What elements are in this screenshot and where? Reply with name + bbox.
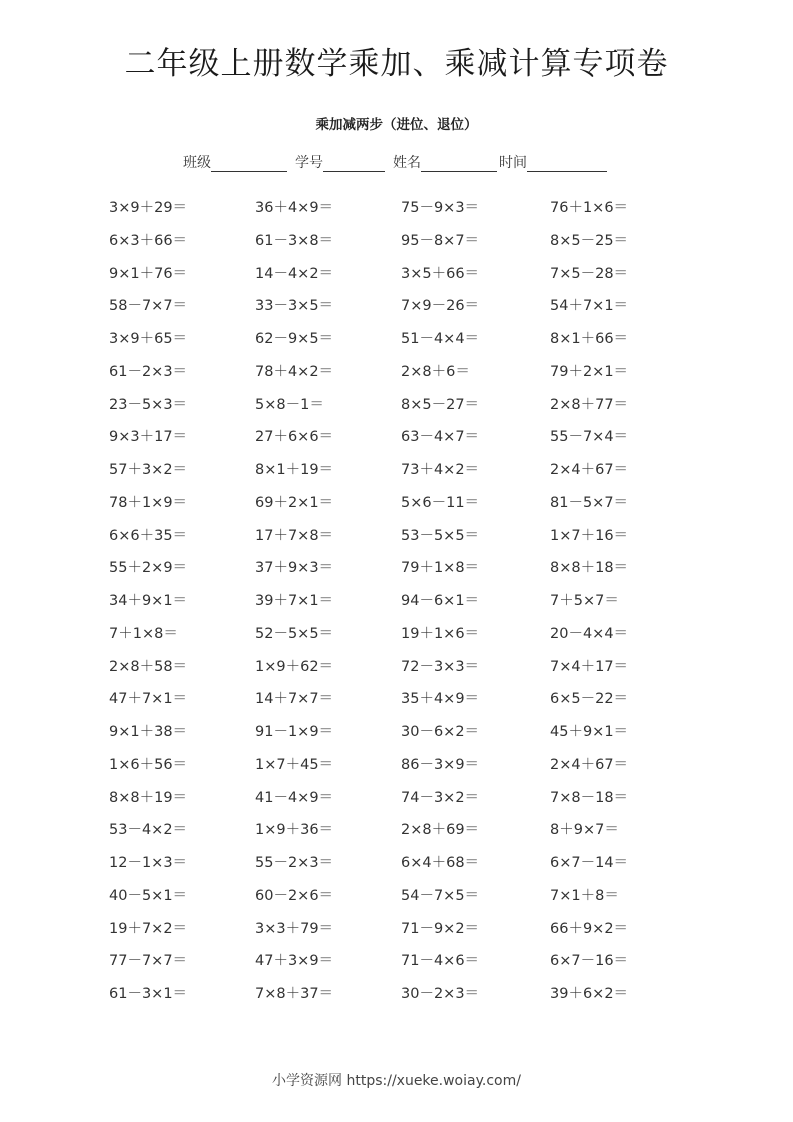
math-problem: 55－7×4＝ [550,429,629,446]
math-problem: 6×7－16＝ [550,953,629,970]
math-problem: 27＋6×6＝ [255,429,334,446]
name-label: 姓名 [393,155,421,171]
math-problem: 54－7×5＝ [401,887,480,904]
math-problem: 53－5×5＝ [401,527,480,544]
math-problem: 1×7＋45＝ [255,756,334,773]
math-problem: 7＋5×7＝ [550,593,619,609]
math-problem: 3×9＋29＝ [109,200,188,216]
math-problem: 19＋7×2＝ [109,920,188,937]
math-problem: 8×8＋18＝ [550,560,629,577]
math-problem: 3×5＋66＝ [401,265,480,282]
math-problem: 33－3×5＝ [255,298,334,315]
math-problem: 8×1＋66＝ [550,331,629,347]
math-problem: 7＋1×8＝ [109,625,178,642]
math-problem: 2×8＋77＝ [550,396,629,413]
math-problem: 52－5×5＝ [255,625,334,642]
math-problem: 8×5－27＝ [401,396,480,413]
math-problem: 55－2×3＝ [255,855,334,871]
math-problem: 9×1＋76＝ [109,265,188,282]
math-problem: 51－4×4＝ [401,331,480,347]
section-subtitle: 乘加减两步（进位、退位） [315,117,478,133]
math-problem: 47＋3×9＝ [255,953,334,970]
math-problem: 14－4×2＝ [255,265,334,282]
math-problem: 57＋3×2＝ [109,462,188,478]
math-problem: 55＋2×9＝ [109,560,188,577]
math-problem: 36＋4×9＝ [255,200,334,216]
math-problem: 2×8＋69＝ [401,822,480,839]
math-problem: 60－2×6＝ [255,887,334,904]
math-problem: 6×6＋35＝ [109,527,188,544]
math-problem: 30－6×2＝ [401,724,480,740]
math-problem: 1×9＋36＝ [255,822,334,839]
math-problem: 8＋9×7＝ [550,822,619,839]
math-problem: 81－5×7＝ [550,494,629,511]
math-problem: 76＋1×6＝ [550,200,629,216]
math-problem: 75－9×3＝ [401,200,480,216]
math-problem: 5×6－11＝ [401,494,480,511]
math-problem: 72－3×3＝ [401,658,480,675]
math-problem: 8×8＋19＝ [109,789,188,806]
math-problem: 45＋9×1＝ [550,724,629,740]
math-problem: 35＋4×9＝ [401,691,480,708]
math-problem: 91－1×9＝ [255,724,334,740]
math-problem: 61－3×8＝ [255,232,334,249]
math-problem: 7×4＋17＝ [550,658,629,675]
math-problem: 62－9×5＝ [255,331,334,347]
student-no-label: 学号 [295,155,323,171]
math-problem: 23－5×3＝ [109,396,188,413]
math-problem: 41－4×9＝ [255,789,334,806]
math-problem: 69＋2×1＝ [255,494,334,511]
math-problem: 79＋1×8＝ [401,560,480,577]
math-problem: 79＋2×1＝ [550,363,629,380]
problem-grid [109,198,670,1017]
math-problem: 19＋1×6＝ [401,625,480,642]
math-problem: 20－4×4＝ [550,625,629,642]
math-problem: 95－8×7＝ [401,232,480,249]
math-problem: 7×8＋37＝ [255,986,334,1002]
math-problem: 71－4×6＝ [401,953,480,970]
math-problem: 2×4＋67＝ [550,462,629,478]
math-problem: 8×5－25＝ [550,232,629,249]
math-problem: 86－3×9＝ [401,756,480,773]
time-blank [527,157,607,172]
math-problem: 7×5－28＝ [550,265,629,282]
student-info-row [183,152,615,172]
math-problem: 78＋1×9＝ [109,494,188,511]
math-problem: 9×3＋17＝ [109,429,188,446]
math-problem: 1×7＋16＝ [550,527,629,544]
math-problem: 1×9＋62＝ [255,658,334,675]
math-problem: 9×1＋38＝ [109,724,188,740]
math-problem: 2×4＋67＝ [550,756,629,773]
math-problem: 12－1×3＝ [109,855,188,871]
math-problem: 3×3＋79＝ [255,920,334,937]
math-problem: 39＋6×2＝ [550,986,629,1002]
math-problem: 17＋7×8＝ [255,527,334,544]
math-problem: 54＋7×1＝ [550,298,629,315]
math-problem: 7×8－18＝ [550,789,629,806]
math-problem: 71－9×2＝ [401,920,480,937]
math-problem: 61－3×1＝ [109,986,188,1002]
student-no-blank [323,157,385,172]
math-problem: 7×9－26＝ [401,298,480,315]
math-problem: 66＋9×2＝ [550,920,629,937]
math-problem: 77－7×7＝ [109,953,188,970]
math-problem: 94－6×1＝ [401,593,480,609]
math-problem: 8×1＋19＝ [255,462,334,478]
math-problem: 47＋7×1＝ [109,691,188,708]
math-problem: 74－3×2＝ [401,789,480,806]
math-problem: 58－7×7＝ [109,298,188,315]
math-problem: 6×5－22＝ [550,691,629,708]
math-problem: 14＋7×7＝ [255,691,334,708]
class-blank [211,157,287,172]
math-problem: 39＋7×1＝ [255,593,334,609]
math-problem: 78＋4×2＝ [255,363,334,380]
math-problem: 6×4＋68＝ [401,855,480,871]
math-problem: 34＋9×1＝ [109,593,188,609]
class-label: 班级 [183,155,211,171]
math-problem: 1×6＋56＝ [109,756,188,773]
math-problem: 6×7－14＝ [550,855,629,871]
math-problem: 61－2×3＝ [109,363,188,380]
math-problem: 3×9＋65＝ [109,331,188,347]
math-problem: 73＋4×2＝ [401,462,480,478]
name-blank [421,157,497,172]
math-problem: 53－4×2＝ [109,822,188,839]
math-problem: 30－2×3＝ [401,986,480,1002]
math-problem: 2×8＋58＝ [109,658,188,675]
math-problem: 63－4×7＝ [401,429,480,446]
math-problem: 6×3＋66＝ [109,232,188,249]
footer-source: 小学资源网 https://xueke.woiay.com/ [272,1073,521,1089]
math-problem: 37＋9×3＝ [255,560,334,577]
math-problem: 2×8＋6＝ [401,363,470,380]
time-label: 时间 [499,155,527,171]
math-problem: 7×1＋8＝ [550,887,619,904]
page-title: 二年级上册数学乘加、乘减计算专项卷 [124,46,669,82]
math-problem: 5×8－1＝ [255,396,324,413]
math-problem: 40－5×1＝ [109,887,188,904]
